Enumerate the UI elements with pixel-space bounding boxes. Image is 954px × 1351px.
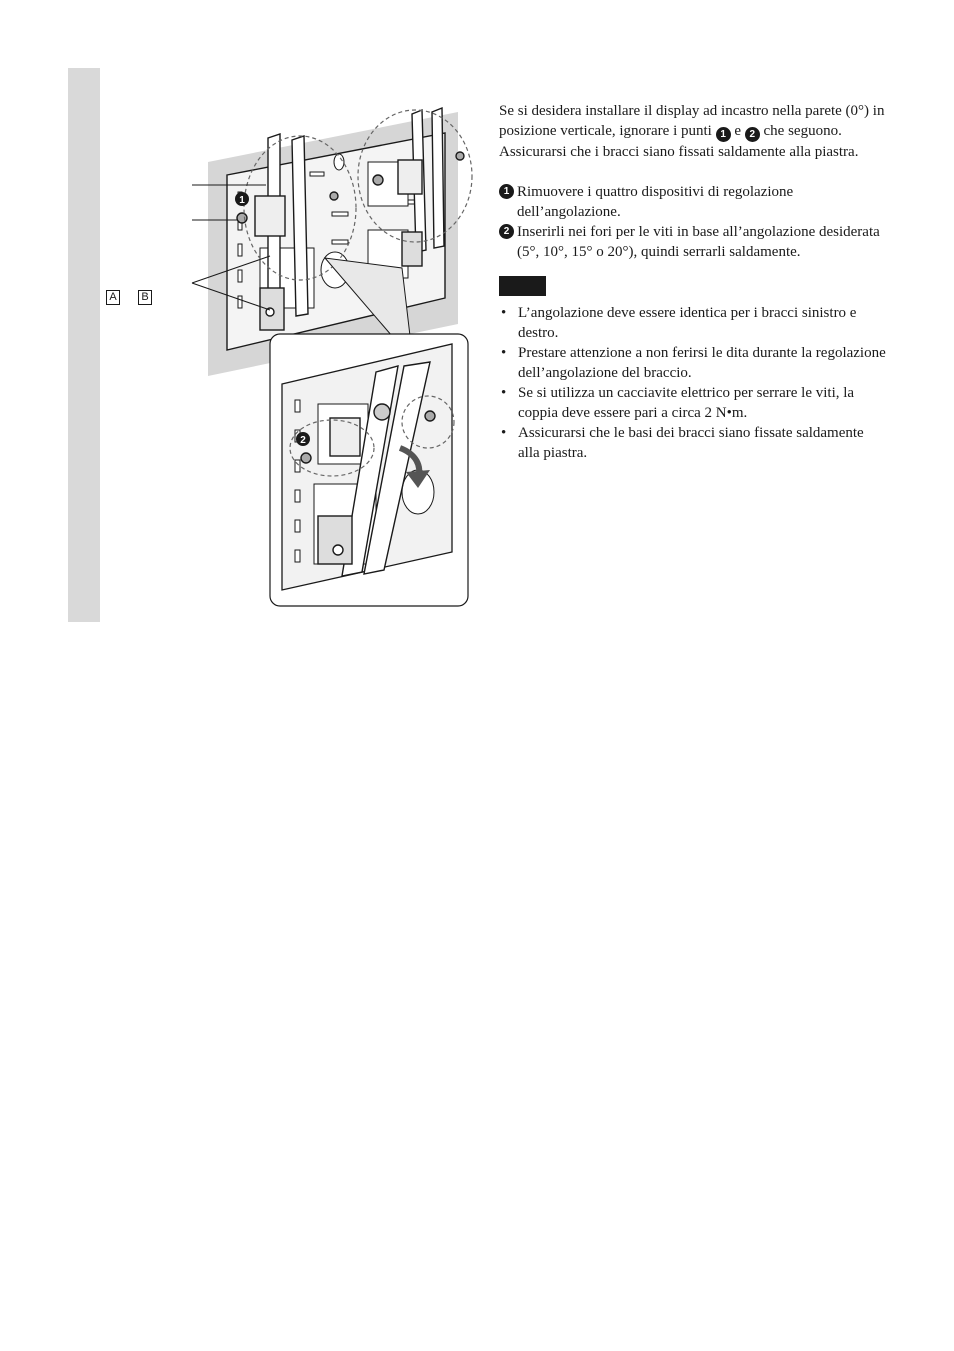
label-b: B xyxy=(138,290,152,305)
step-text-1: Rimuovere i quattro dispositivi di regolazione dell’angolazione. xyxy=(517,184,794,220)
instructions-column xyxy=(499,101,889,463)
callout-1: 1 xyxy=(239,195,245,206)
note-item-3: • Se si utilizza un cacciavite elettrico per serrare le viti, la coppia deve essere pari a circa 2 N•m. xyxy=(499,383,889,423)
label-a: A xyxy=(106,290,120,305)
notes-list xyxy=(499,303,889,463)
step-number-1-icon: 1 xyxy=(499,184,514,199)
part-labels xyxy=(106,290,152,305)
step-ref-1-icon: 1 xyxy=(716,127,731,142)
step-item-2 xyxy=(499,222,889,262)
sidebar-bar xyxy=(68,68,100,622)
intro-text-2: e xyxy=(734,123,742,139)
note-heading-box xyxy=(499,276,546,296)
installation-figure xyxy=(100,100,480,620)
step-number-2-icon: 2 xyxy=(499,224,514,239)
step-ref-2-icon: 2 xyxy=(745,127,760,142)
step-list xyxy=(499,182,889,262)
intro-text-1: Se si desidera installare il display ad incastro nella parete (0°) in posizione verticale, ignorare i punti xyxy=(499,103,885,139)
step-text-2: Inserirli nei fori per le viti in base all’angolazione desiderata (5°, 10°, 15° o 20°), quindi serrarli saldamente. xyxy=(517,224,880,260)
intro-paragraph xyxy=(499,101,889,162)
note-item-4: • Assicurarsi che le basi dei bracci siano fissate saldamente alla piastra. xyxy=(499,423,889,463)
intro-text-3: che seguono. Assicurarsi che i bracci siano fissati saldamente alla piastra. xyxy=(499,123,859,160)
bracket-illustration xyxy=(100,100,480,620)
step-item-1 xyxy=(499,182,889,222)
callout-2: 2 xyxy=(300,435,306,446)
note-item-1: • L’angolazione deve essere identica per i bracci sinistro e destro. xyxy=(499,303,889,343)
note-item-2: • Prestare attenzione a non ferirsi le dita durante la regolazione dell’angolazione del braccio. xyxy=(499,343,889,383)
